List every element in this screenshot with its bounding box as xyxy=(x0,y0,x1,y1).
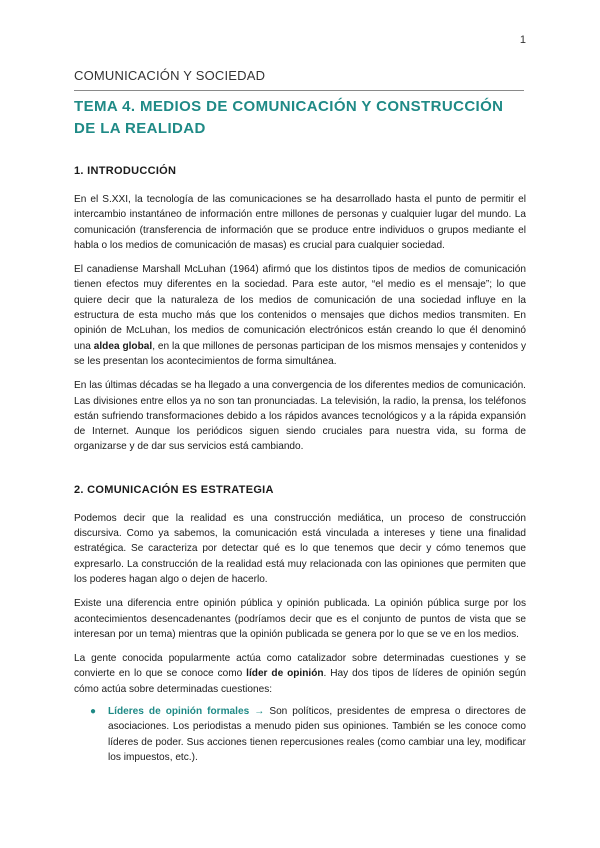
paragraph: En las últimas décadas se ha llegado a una convergencia de los diferentes medios de comunicación. Las divisiones entre ellos ya no son tan pronunciadas. La televisión, la radio, la prensa, los teléfonos están sufriendo transformaciones debido a los rápidos avances tecnológicos y a la rápida expansión de Internet. Aunque los periódicos siguen siendo cruciales para nuestra vida, su forma de organizarse y de dar sus servicios está cambiando. xyxy=(74,380,526,453)
arrow-icon: → xyxy=(254,706,265,718)
document-body xyxy=(74,165,526,765)
page-number: 1 xyxy=(519,34,526,46)
header-divider xyxy=(74,90,524,91)
list-item-text: Son políticos, presidentes de empresa o directores de asociaciones. Los periodistas a menudo piden sus opiniones. También se les conoce como líderes de poder. Sus acciones tienen repercusiones reales (como cambiar una ley, modificar los impuestos, etc.). xyxy=(108,706,526,763)
paragraph xyxy=(74,262,526,369)
paragraph-text: El canadiense Marshall McLuhan (1964) afirmó que los distintos tipos de medios de comunicación tienen efectos muy diferentes en la sociedad. Para este autor, “el medio es el mensaje”; lo que quiere decir que la naturaleza de los medios de comunicación de una sociedad influye en la estructura de esta mucho más que los contenidos o mensajes que dichos medios transmiten. En opinión de McLuhan, los medios de comunicación electrónicos están creando lo que él denominó una xyxy=(74,264,526,352)
key-term-lider-de-opinion: líder de opinión xyxy=(246,668,324,680)
list-item xyxy=(90,704,526,765)
paragraph xyxy=(74,651,526,697)
section-heading-estrategia: 2. COMUNICACIÓN ES ESTRATEGIA xyxy=(74,483,274,496)
bullet-icon: ● xyxy=(90,706,97,718)
chapter-title: TEMA 4. MEDIOS DE COMUNICACIÓN Y CONSTRUCCIÓN DE LA REALIDAD xyxy=(74,98,504,137)
paragraph: En el S.XXI, la tecnología de las comunicaciones se ha desarrollado hasta el punto de permitir el intercambio instantáneo de información entre millones de personas y cualquier lugar del mundo. La comunicación (transferencia de información que se produce entre individuos o grupos mediante el habla o los medios de comunicación de masas) es crucial para cualquier sociedad. xyxy=(74,194,526,251)
list-item-term: Líderes de opinión formales xyxy=(108,706,250,718)
paragraph-text: La gente conocida popularmente actúa como catalizador sobre determinadas cuestiones y se convierte en lo que se conoce como xyxy=(74,653,526,680)
section-heading-introduccion: 1. INTRODUCCIÓN xyxy=(74,165,177,177)
paragraph-text: . Hay dos tipos de líderes de opinión según cómo actúa sobre determinadas cuestiones: xyxy=(74,668,526,695)
paragraph: Podemos decir que la realidad es una construcción mediática, un proceso de construcción discursiva. Como ya sabemos, la comunicación está vinculada a intereses y tiene una finalidad estratégica. Se caracteriza por detectar qué es lo que tenemos que decir y cómo tenemos que expresarlo. La construcción de la realidad está muy relacionada con las opiniones que permiten que los poderes hagan algo o dejen de hacerlo. xyxy=(74,512,526,585)
opinion-leaders-list xyxy=(74,704,526,765)
key-term-aldea-global: aldea global xyxy=(93,340,153,352)
paragraph-text: , en la que millones de personas participan de los mismos mensajes y contenidos y se les presentan los acontecimientos de forma simultánea. xyxy=(74,340,527,367)
subject-header: COMUNICACIÓN Y SOCIEDAD xyxy=(74,68,266,83)
paragraph: Existe una diferencia entre opinión pública y opinión publicada. La opinión pública surge por los acontecimientos desencadenantes (podríamos decir que es el conjunto de puntos de vista que se interesan por un tema) mientras que la opinión publicada se genera por lo que se ve en los medios. xyxy=(74,598,526,640)
